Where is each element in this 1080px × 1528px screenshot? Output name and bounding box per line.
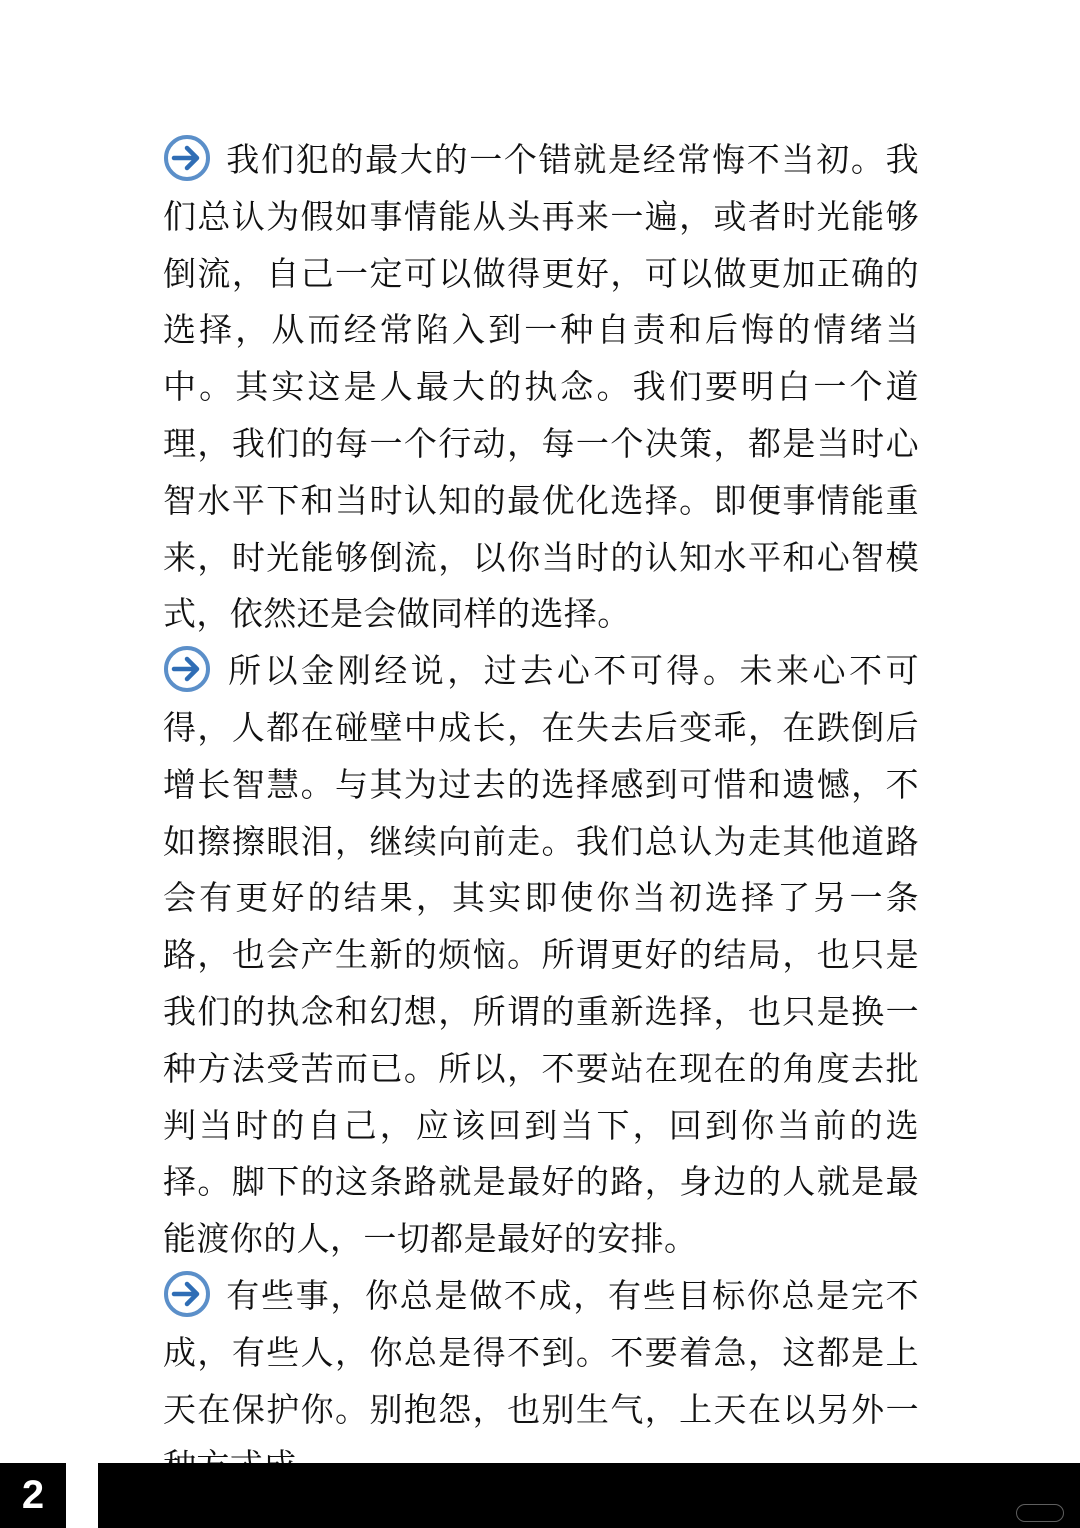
footer-bar	[98, 1463, 1080, 1528]
right-arrow-circle-icon	[163, 1270, 211, 1318]
right-arrow-circle-icon	[163, 645, 211, 693]
page-number: 2	[0, 1463, 66, 1528]
paragraph-3	[163, 1268, 919, 1495]
paragraph-2-text: 所以金刚经说，过去心不可得。未来心不可得，人都在碰壁中成长，在失去后变乖，在跌倒后增长智慧。与其为过去的选择感到可惜和遗憾，不如擦擦眼泪，继续向前走。我们总认为走其他道路会有更好的结果，其实即使你当初选择了另一条路，也会产生新的烦恼。所谓更好的结局，也只是我们的执念和幻想，所谓的重新选择，也只是换一种方法受苦而已。所以，不要站在现在的角度去批判当时的自己，应该回到当下，回到你当前的选择。脚下的这条路就是最好的路，身边的人就是最能渡你的人，一切都是最好的安排。	[163, 651, 919, 1259]
article-body	[163, 132, 919, 1495]
paragraph-1	[163, 132, 919, 643]
watermark-logo	[1016, 1504, 1064, 1522]
paragraph-1-text: 我们犯的最大的一个错就是经常悔不当初。我们总认为假如事情能从头再来一遍，或者时光能够倒流，自己一定可以做得更好，可以做更加正确的选择，从而经常陷入到一种自责和后悔的情绪当中。其实这是人最大的执念。我们要明白一个道理，我们的每一个行动，每一个决策，都是当时心智水平下和当时认知的最优化选择。即便事情能重来，时光能够倒流，以你当时的认知水平和心智模式，依然还是会做同样的选择。	[163, 140, 919, 634]
paragraph-3-text: 有些事，你总是做不成，有些目标你总是完不成，有些人，你总是得不到。不要着急，这都是上天在保护你。别抱怨，也别生气，上天在以另外一	[163, 1275, 919, 1429]
right-arrow-circle-icon	[163, 134, 211, 182]
paragraph-2	[163, 643, 919, 1268]
